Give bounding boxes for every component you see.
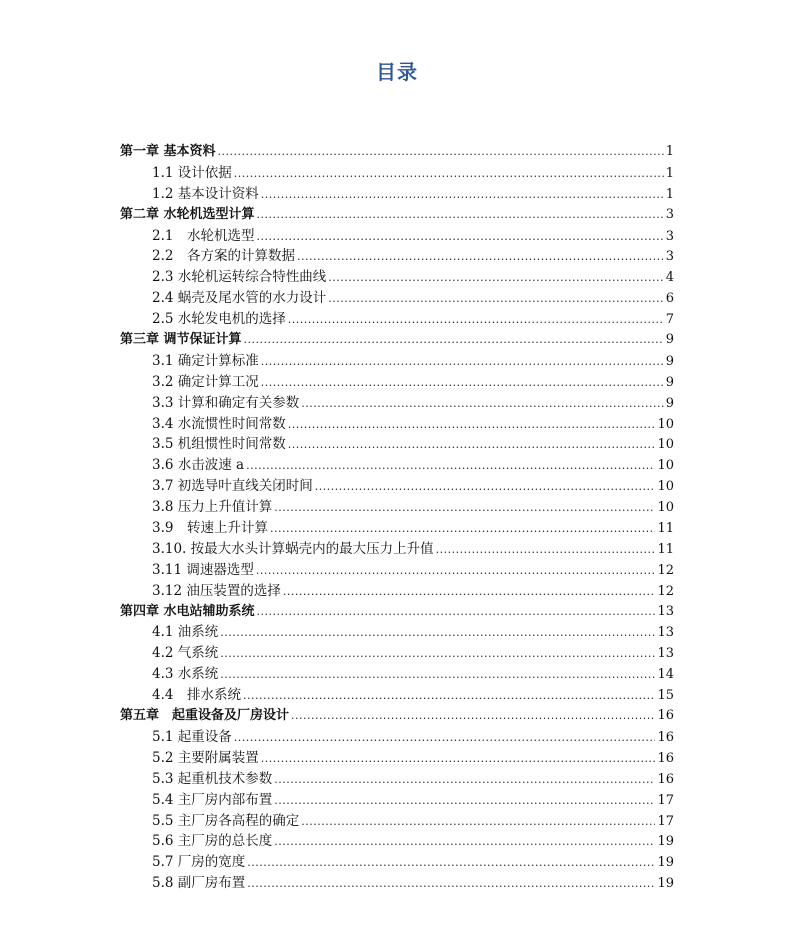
- toc-entry-page-number: 7: [665, 312, 674, 328]
- dot-leader: [220, 665, 655, 686]
- toc-section-entry[interactable]: [120, 393, 674, 414]
- toc-section-entry[interactable]: [120, 727, 674, 748]
- dot-leader: [256, 227, 663, 248]
- toc-entry-label: 5.7 厂房的宽度: [152, 854, 246, 871]
- toc-entry-label: 3.2 确定计算工况: [152, 373, 259, 390]
- toc-entry-label: 5.8 副厂房布置: [152, 875, 246, 892]
- toc-section-entry[interactable]: [120, 873, 674, 894]
- dot-leader: [220, 623, 655, 644]
- dot-leader: [261, 749, 656, 770]
- toc-section-entry[interactable]: [120, 246, 674, 267]
- dot-leader: [291, 706, 655, 727]
- dot-leader: [328, 289, 663, 310]
- toc-entry-page-number: 17: [657, 813, 674, 829]
- toc-section-entry[interactable]: [120, 811, 674, 832]
- toc-section-entry[interactable]: [120, 309, 674, 330]
- toc-section-entry[interactable]: [120, 372, 674, 393]
- toc-chapter-entry[interactable]: [120, 602, 674, 623]
- toc-entry-label: 5.3 起重机技术参数: [152, 770, 273, 787]
- toc-entry-page-number: 16: [657, 771, 674, 787]
- toc-entry-page-number: 3: [665, 228, 674, 244]
- toc-section-entry[interactable]: [120, 664, 674, 685]
- dot-leader: [274, 832, 655, 853]
- toc-entry-page-number: 10: [657, 500, 674, 516]
- toc-section-entry[interactable]: [120, 351, 674, 372]
- dot-leader: [220, 644, 655, 665]
- dot-leader: [274, 791, 655, 812]
- toc-entry-label: 3.1 确定计算标准: [152, 352, 259, 369]
- toc-section-entry[interactable]: [120, 267, 674, 288]
- toc-section-entry[interactable]: [120, 560, 674, 581]
- dot-leader: [288, 415, 656, 436]
- toc-entry-label: 2.5 水轮发电机的选择: [152, 311, 286, 328]
- dot-leader: [436, 540, 656, 561]
- toc-entry-label: 3.9 转速上升计算: [152, 520, 268, 537]
- dot-leader: [243, 686, 655, 707]
- toc-entry-page-number: 9: [665, 395, 674, 411]
- toc-entry-label: 4.2 气系统: [152, 645, 219, 662]
- toc-entry-page-number: 3: [665, 206, 674, 222]
- toc-entry-label: 第一章 基本资料: [120, 144, 216, 159]
- dot-leader: [261, 185, 664, 206]
- toc-entry-label: 4.4 排水系统: [152, 687, 241, 704]
- toc-entry-page-number: 10: [657, 479, 674, 495]
- toc-section-entry[interactable]: [120, 163, 674, 184]
- toc-entry-page-number: 16: [657, 708, 674, 724]
- dot-leader: [257, 205, 664, 226]
- toc-section-entry[interactable]: [120, 414, 674, 435]
- toc-entry-page-number: 13: [657, 603, 674, 619]
- toc-entry-label: 2.4 蜗壳及尾水管的水力设计: [152, 290, 327, 307]
- dot-leader: [297, 247, 664, 268]
- toc-entry-page-number: 9: [665, 332, 674, 348]
- toc-section-entry[interactable]: [120, 769, 674, 790]
- dot-leader: [256, 561, 656, 582]
- dot-leader: [288, 435, 656, 456]
- toc-entry-label: 3.10. 按最大水头计算蜗壳内的最大压力上升值: [152, 540, 434, 557]
- toc-entry-label: 3.11 调速器选型: [152, 561, 254, 578]
- toc-entry-page-number: 15: [657, 688, 674, 704]
- toc-entry-label: 2.1 水轮机选型: [152, 227, 255, 244]
- toc-entry-page-number: 16: [657, 729, 674, 745]
- toc-entry-label: 3.6 水击波速 a: [152, 457, 245, 474]
- toc-entry-page-number: 10: [657, 416, 674, 432]
- toc-section-entry[interactable]: [120, 685, 674, 706]
- toc-section-entry[interactable]: [120, 518, 674, 539]
- toc-section-entry[interactable]: [120, 831, 674, 852]
- toc-entry-page-number: 1: [665, 165, 674, 181]
- toc-section-entry[interactable]: [120, 852, 674, 873]
- toc-entry-page-number: 13: [657, 646, 674, 662]
- toc-section-entry[interactable]: [120, 226, 674, 247]
- toc-entry-label: 4.3 水系统: [152, 666, 219, 683]
- toc-entry-label: 3.4 水流惯性时间常数: [152, 415, 286, 432]
- toc-entry-label: 5.4 主厂房内部布置: [152, 791, 273, 808]
- toc-entry-label: 5.2 主要附属装置: [152, 749, 259, 766]
- dot-leader: [288, 310, 664, 331]
- table-of-contents: [120, 142, 674, 894]
- dot-leader: [283, 582, 656, 603]
- dot-leader: [247, 874, 655, 895]
- toc-chapter-entry[interactable]: [120, 706, 674, 727]
- toc-section-entry[interactable]: [120, 288, 674, 309]
- toc-entry-label: 第三章 调节保证计算: [120, 332, 242, 348]
- dot-leader: [257, 602, 656, 623]
- dot-leader: [261, 352, 664, 373]
- dot-leader: [234, 164, 664, 185]
- toc-entry-page-number: 3: [665, 249, 674, 265]
- toc-entry-page-number: 16: [657, 750, 674, 766]
- toc-entry-page-number: 10: [657, 437, 674, 453]
- toc-entry-label: 3.8 压力上升值计算: [152, 499, 273, 516]
- dot-leader: [274, 770, 655, 791]
- dot-leader: [246, 456, 655, 477]
- toc-entry-page-number: 19: [657, 876, 674, 892]
- toc-entry-page-number: 1: [665, 186, 674, 202]
- toc-entry-page-number: 13: [657, 625, 674, 641]
- toc-entry-label: 2.2 各方案的计算数据: [152, 248, 295, 265]
- toc-section-entry[interactable]: [120, 476, 674, 497]
- toc-section-entry[interactable]: [120, 539, 674, 560]
- toc-entry-page-number: 9: [665, 374, 674, 390]
- toc-entry-page-number: 6: [665, 291, 674, 307]
- toc-section-entry[interactable]: [120, 497, 674, 518]
- dot-leader: [301, 394, 663, 415]
- dot-leader: [218, 142, 664, 163]
- dot-leader: [261, 373, 664, 394]
- toc-entry-label: 3.12 油压装置的选择: [152, 582, 281, 599]
- dot-leader: [270, 519, 655, 540]
- toc-entry-label: 第四章 水电站辅助系统: [120, 603, 255, 619]
- toc-entry-page-number: 11: [657, 521, 674, 537]
- toc-entry-label: 1.1 设计依据: [152, 164, 232, 181]
- toc-chapter-entry[interactable]: [120, 205, 674, 226]
- toc-entry-page-number: 1: [665, 144, 674, 159]
- toc-entry-label: 5.6 主厂房的总长度: [152, 833, 273, 850]
- toc-entry-label: 3.7 初选导叶直线关闭时间: [152, 478, 313, 495]
- toc-entry-page-number: 12: [657, 562, 674, 578]
- dot-leader: [234, 728, 656, 749]
- toc-section-entry[interactable]: [120, 643, 674, 664]
- toc-entry-label: 2.3 水轮机运转综合特性曲线: [152, 269, 327, 286]
- dot-leader: [301, 812, 655, 833]
- toc-entry-label: 第二章 水轮机选型计算: [120, 206, 255, 222]
- toc-entry-label: 1.2 基本设计资料: [152, 185, 259, 202]
- toc-entry-page-number: 19: [657, 834, 674, 850]
- toc-entry-page-number: 17: [657, 792, 674, 808]
- toc-chapter-entry[interactable]: [120, 330, 674, 351]
- toc-section-entry[interactable]: [120, 790, 674, 811]
- toc-entry-label: 5.5 主厂房各高程的确定: [152, 812, 300, 829]
- toc-entry-page-number: 12: [657, 583, 674, 599]
- toc-entry-page-number: 14: [657, 667, 674, 683]
- toc-entry-page-number: 10: [657, 458, 674, 474]
- toc-section-entry[interactable]: [120, 434, 674, 455]
- toc-section-entry[interactable]: [120, 622, 674, 643]
- toc-section-entry[interactable]: [120, 748, 674, 769]
- toc-entry-page-number: 4: [665, 270, 674, 286]
- toc-entry-page-number: 9: [665, 353, 674, 369]
- toc-entry-label: 第五章 起重设备及厂房设计: [120, 708, 290, 724]
- toc-entry-label: 3.3 计算和确定有关参数: [152, 394, 300, 411]
- toc-title: 目录: [376, 60, 418, 84]
- toc-entry-label: 4.1 油系统: [152, 624, 219, 641]
- toc-section-entry[interactable]: [120, 455, 674, 476]
- dot-leader: [274, 498, 655, 519]
- toc-entry-label: 3.5 机组惯性时间常数: [152, 436, 286, 453]
- toc-section-entry[interactable]: [120, 581, 674, 602]
- dot-leader: [328, 268, 663, 289]
- toc-entry-page-number: 19: [657, 855, 674, 871]
- toc-section-entry[interactable]: [120, 184, 674, 205]
- toc-entry-label: 5.1 起重设备: [152, 728, 232, 745]
- toc-chapter-entry[interactable]: [120, 142, 674, 163]
- toc-entry-page-number: 11: [657, 541, 674, 557]
- dot-leader: [315, 477, 656, 498]
- dot-leader: [244, 330, 664, 351]
- dot-leader: [247, 853, 655, 874]
